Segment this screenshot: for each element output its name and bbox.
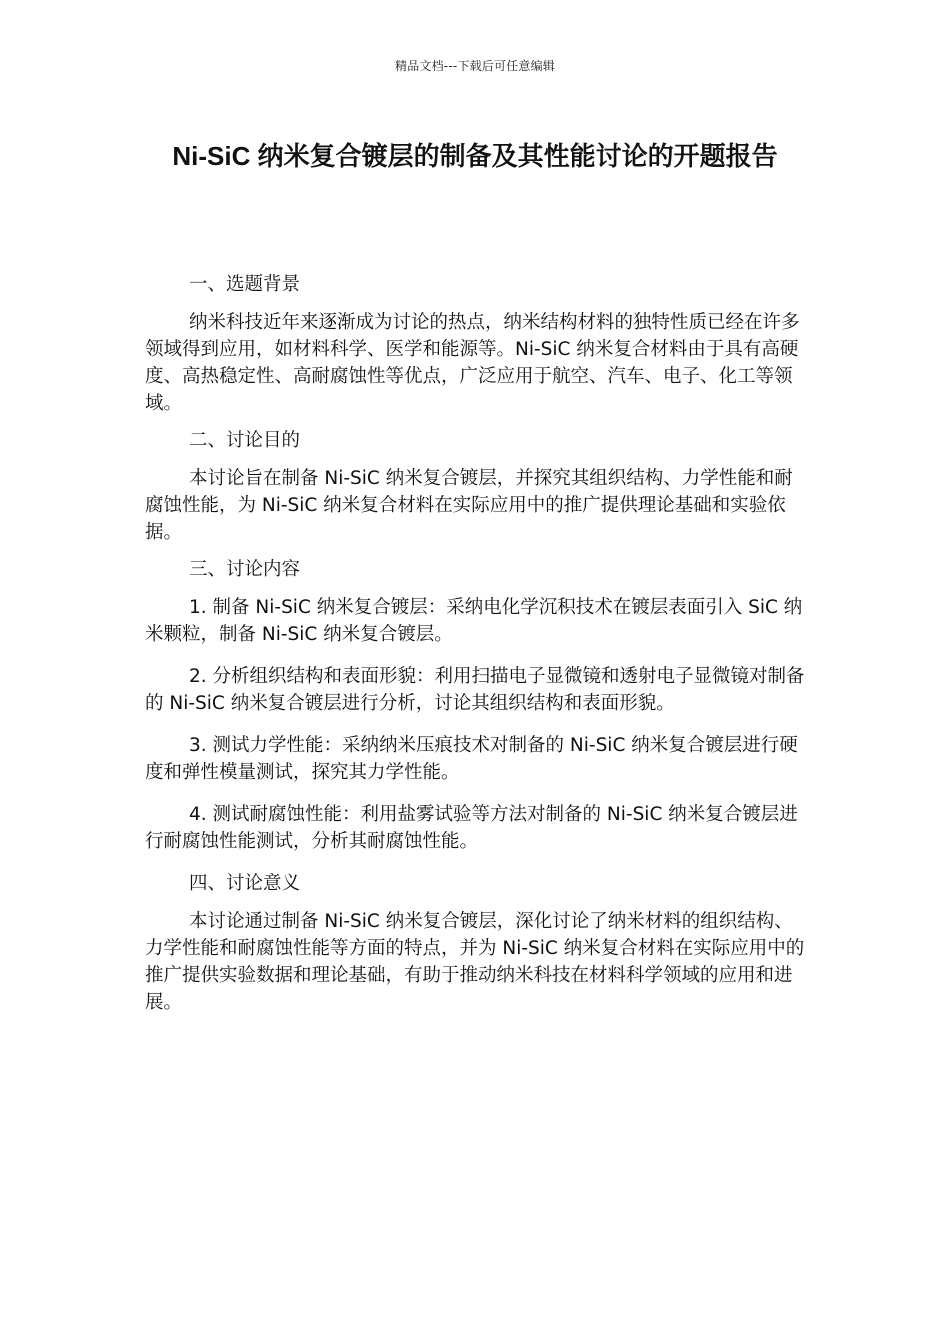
content-item-4: 4. 测试耐腐蚀性能：利用盐雾试验等方法对制备的 Ni-SiC 纳米复合镀层进行耐腐蚀性能测试，分析其耐腐蚀性能。 <box>145 804 798 852</box>
header-note: 精品文档---下载后可任意编辑 <box>395 59 555 73</box>
content-item-3: 3. 测试力学性能：采纳纳米压痕技术对制备的 Ni-SiC 纳米复合镀层进行硬度和弹性模量测试，探究其力学性能。 <box>145 735 798 783</box>
content-item-2: 2. 分析组织结构和表面形貌：利用扫描电子显微镜和透射电子显微镜对制备的 Ni-SiC 纳米复合镀层进行分析，讨论其组织结构和表面形貌。 <box>145 666 805 714</box>
document-body <box>145 271 810 1026</box>
content-item-1: 1. 制备 Ni-SiC 纳米复合镀层：采纳电化学沉积技术在镀层表面引入 SiC 纳米颗粒，制备 Ni-SiC 纳米复合镀层。 <box>145 597 803 645</box>
section-paragraph-background: 纳米科技近年来逐渐成为讨论的热点，纳米结构材料的独特性质已经在许多领域得到应用，如材料科学、医学和能源等。Ni-SiC 纳米复合材料由于具有高硬度、高热稳定性、高耐腐蚀性等优点，广泛应用于航空、汽车、电子、化工等领域。 <box>145 312 800 414</box>
section-paragraph-significance: 本讨论通过制备 Ni-SiC 纳米复合镀层，深化讨论了纳米材料的组织结构、力学性能和耐腐蚀性能等方面的特点，并为 Ni-SiC 纳米复合材料在实际应用中的推广提供实验数据和理论基础，有助于推动纳米科技在材料科学领域的应用和进展。 <box>145 911 805 1013</box>
section-heading-purpose: 二、讨论目的 <box>189 430 301 451</box>
section-paragraph-purpose: 本讨论旨在制备 Ni-SiC 纳米复合镀层，并探究其组织结构、力学性能和耐腐蚀性能，为 Ni-SiC 纳米复合材料在实际应用中的推广提供理论基础和实验依据。 <box>145 468 793 543</box>
document-title: Ni-SiC 纳米复合镀层的制备及其性能讨论的开题报告 <box>172 141 778 171</box>
section-heading-background: 一、选题背景 <box>189 274 301 295</box>
section-heading-content: 三、讨论内容 <box>189 559 301 580</box>
section-heading-significance: 四、讨论意义 <box>189 873 301 894</box>
